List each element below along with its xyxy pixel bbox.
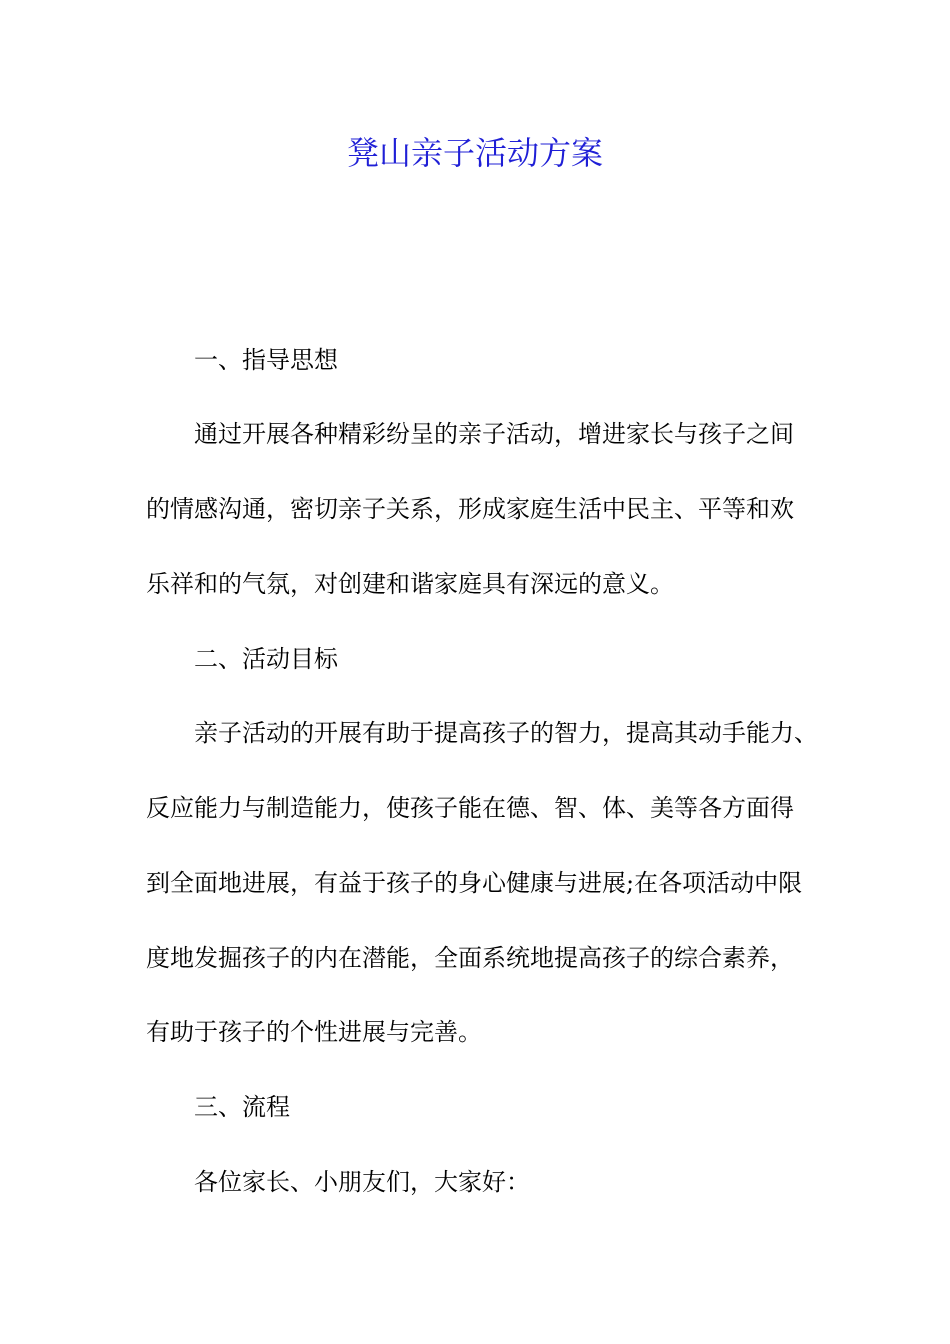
paragraph-line: 亲子活动的开展有助于提高孩子的智力，提高其动手能力、 [194,719,818,747]
document-title: 凳山亲子活动方案 [346,134,603,172]
paragraph-line: 通过开展各种精彩纷呈的亲子活动，增进家长与孩子之间 [194,420,794,448]
paragraph-line: 各位家长、小朋友们，大家好： [194,1168,530,1196]
paragraph-line: 到全面地进展，有益于孩子的身心健康与进展;在各项活动中限 [146,869,803,897]
paragraph-line: 反应能力与制造能力，使孩子能在德、智、体、美等各方面得 [146,794,794,822]
paragraph-line: 有助于孩子的个性进展与完善。 [146,1018,482,1046]
paragraph-line: 乐祥和的气氛，对创建和谐家庭具有深远的意义。 [146,570,674,598]
section-heading-process: 三、流程 [194,1093,290,1121]
section-heading-activity-goals: 二、活动目标 [194,645,338,673]
paragraph-line: 度地发掘孩子的内在潜能，全面系统地提高孩子的综合素养， [146,944,794,972]
section-heading-guiding-thought: 一、指导思想 [194,346,338,374]
paragraph-line: 的情感沟通，密切亲子关系，形成家庭生活中民主、平等和欢 [146,495,794,523]
